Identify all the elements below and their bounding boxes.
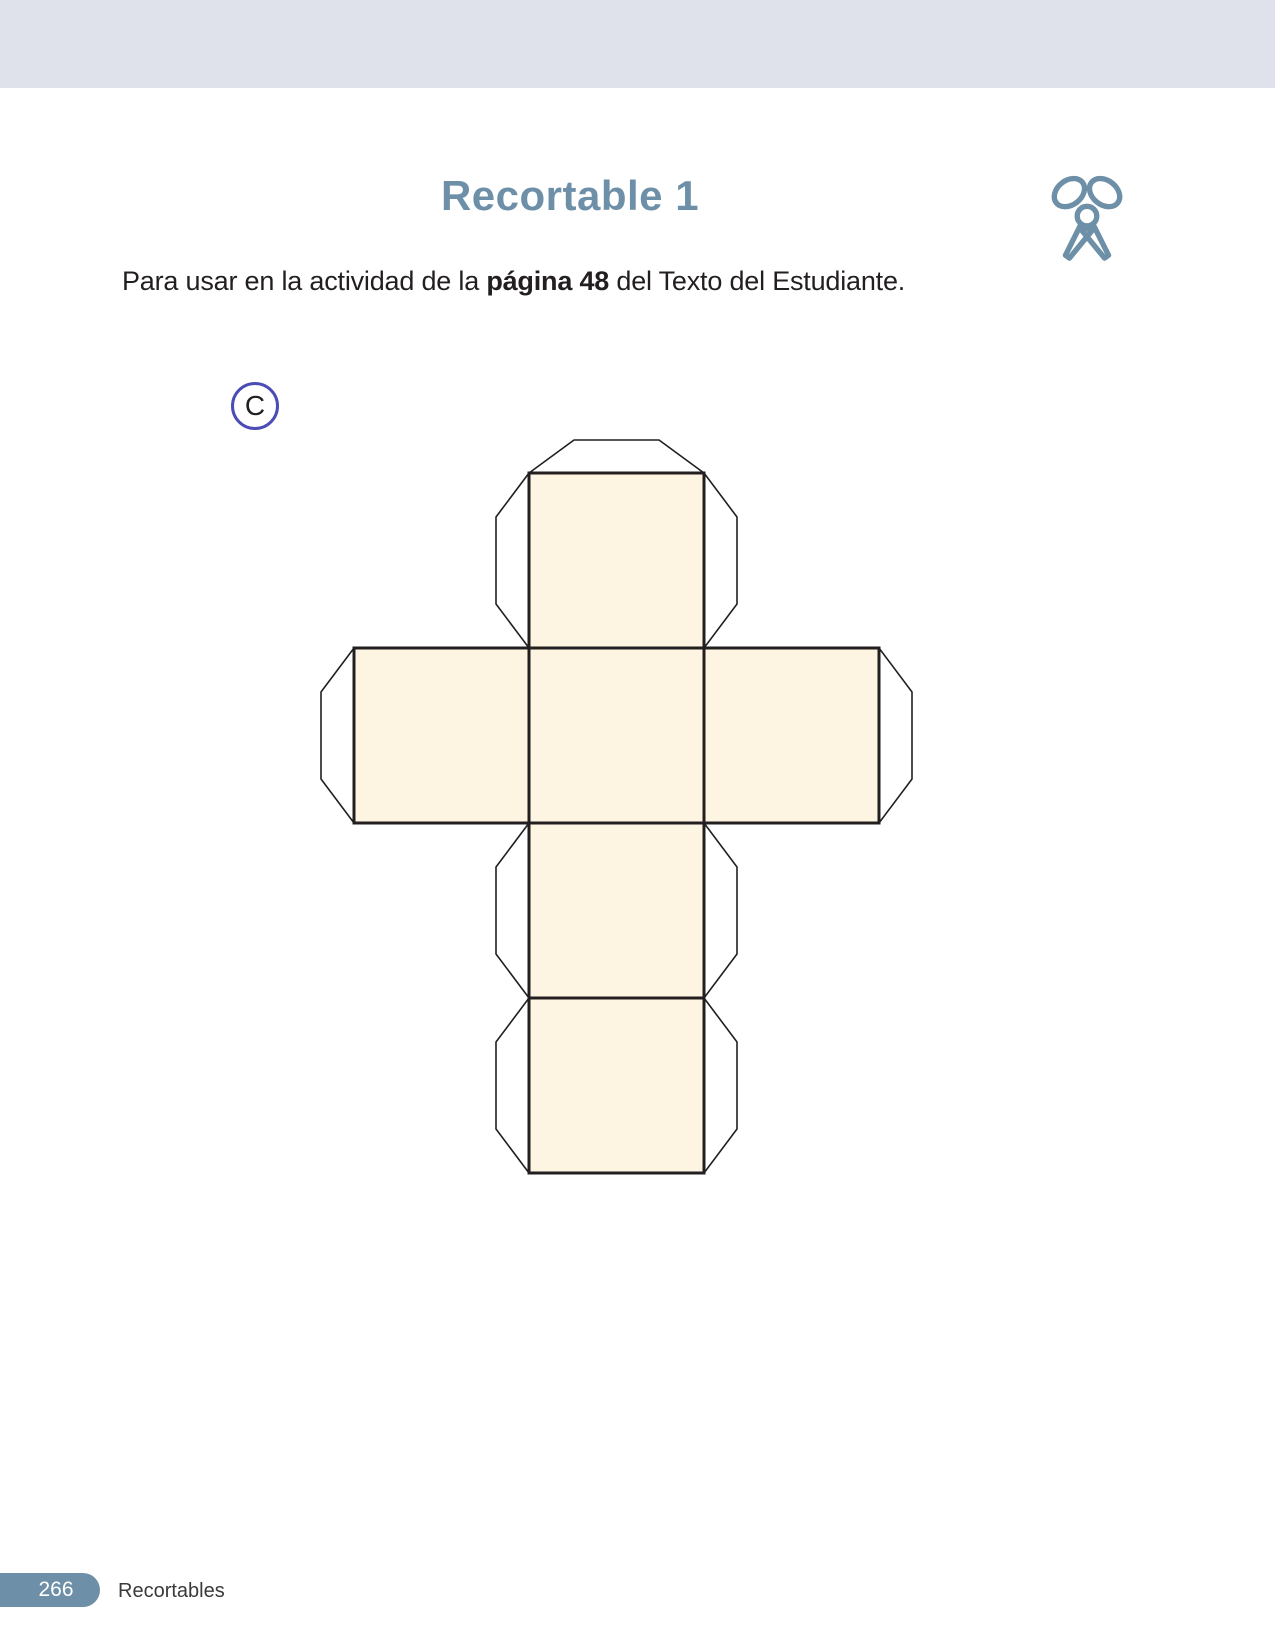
page-number: 266 [38, 1578, 74, 1601]
fold-tab [496, 823, 529, 998]
net-square [529, 998, 704, 1173]
net-square [529, 823, 704, 998]
fold-tab [529, 440, 704, 473]
fold-tab [879, 648, 912, 823]
fold-tab [704, 473, 737, 648]
net-square [354, 648, 529, 823]
footer-section-label: Recortables [118, 1580, 225, 1602]
fold-tab [496, 473, 529, 648]
instruction-page-ref: página 48 [486, 266, 610, 296]
instruction-after: del Texto del Estudiante. [609, 266, 906, 296]
page-title: Recortable 1 [440, 172, 700, 219]
net-square [529, 648, 704, 823]
net-square [529, 473, 704, 648]
fold-tab [704, 823, 737, 998]
fold-tab [704, 998, 737, 1173]
letter-c-label: C [244, 390, 266, 421]
fold-tab [321, 648, 354, 823]
page-number-badge [0, 1573, 100, 1607]
fold-tab [496, 998, 529, 1173]
instruction-before: Para usar en la actividad de la [122, 266, 487, 296]
net-square [704, 648, 879, 823]
